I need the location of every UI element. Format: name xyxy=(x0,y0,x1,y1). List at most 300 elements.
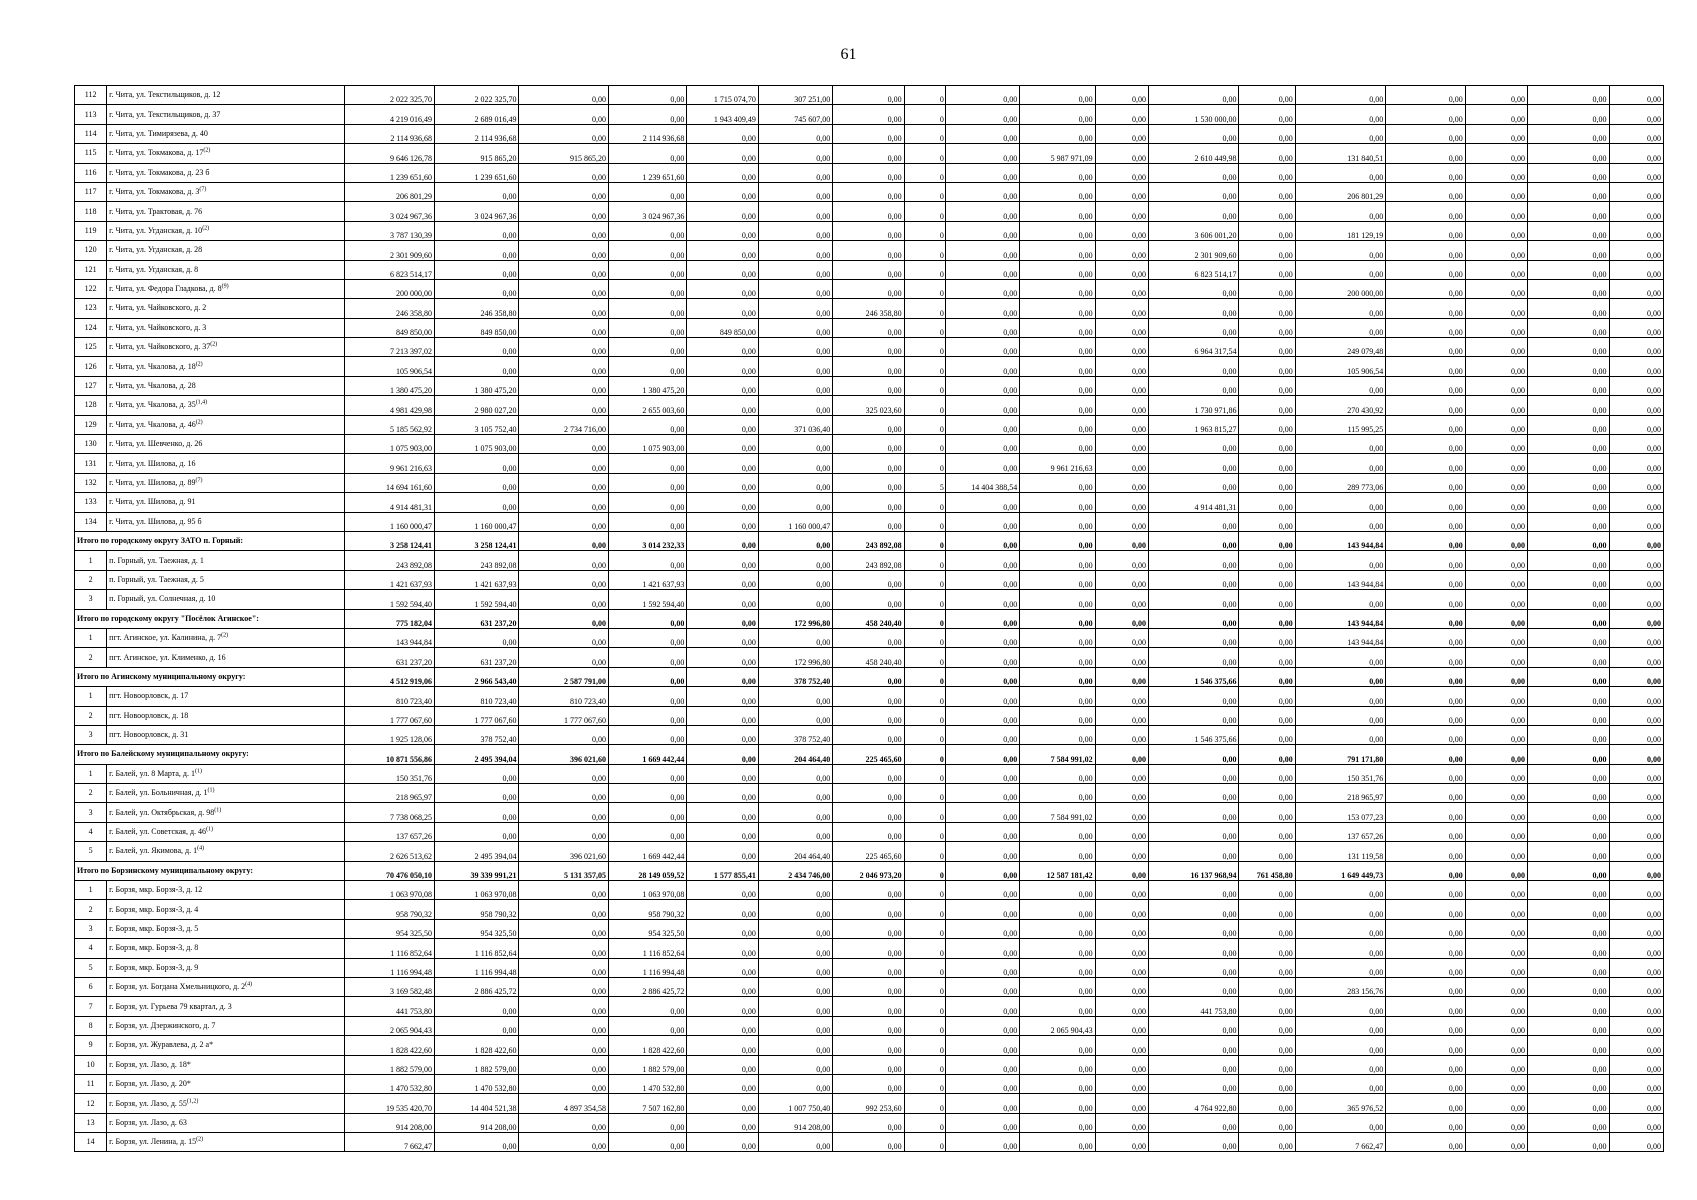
amount-cell: 3 258 124,41 xyxy=(435,531,519,550)
amount-cell: 0,00 xyxy=(687,493,758,512)
amount-cell: 0,00 xyxy=(833,919,904,938)
amount-cell: 0 xyxy=(904,241,945,260)
amount-cell: 0,00 xyxy=(833,1074,904,1093)
amount-cell: 0,00 xyxy=(1528,435,1609,454)
amount-cell: 0,00 xyxy=(1528,182,1609,201)
amount-cell: 0,00 xyxy=(833,454,904,473)
amount-cell: 0,00 xyxy=(1020,124,1095,143)
amount-cell: 0,00 xyxy=(1095,609,1148,628)
amount-cell: 0 xyxy=(904,939,945,958)
address-cell xyxy=(107,279,344,298)
amount-cell: 0,00 xyxy=(1095,784,1148,803)
page-number: 61 xyxy=(840,46,857,63)
amount-cell: 0,00 xyxy=(608,318,686,337)
amount-cell: 0,00 xyxy=(1528,454,1609,473)
address-text: г. Борзя, мкр. Борзя-3, д. 5 xyxy=(109,923,199,933)
amount-cell: 0,00 xyxy=(435,279,519,298)
footnote-marker: (1) xyxy=(207,787,215,794)
address-text: г. Борзя, ул. Ленина, д. 15 xyxy=(109,1137,197,1147)
footnote-marker: (4) xyxy=(197,845,205,852)
row-number: 13 xyxy=(75,1113,107,1132)
amount-cell: 4 914 481,31 xyxy=(1148,493,1239,512)
amount-cell: 0,00 xyxy=(1095,842,1148,861)
amount-cell: 0,00 xyxy=(1609,357,1664,376)
amount-cell: 0,00 xyxy=(1148,939,1239,958)
row-number: 3 xyxy=(75,725,107,744)
table-row xyxy=(75,105,1664,124)
amount-cell: 0,00 xyxy=(519,182,609,201)
amount-cell: 0,00 xyxy=(1609,648,1664,667)
amount-cell: 0,00 xyxy=(833,415,904,434)
amount-cell: 0 xyxy=(904,1036,945,1055)
row-number: 2 xyxy=(75,706,107,725)
table-row xyxy=(75,687,1664,706)
amount-cell: 1 777 067,60 xyxy=(435,706,519,725)
amount-cell: 0,00 xyxy=(1465,842,1527,861)
amount-cell: 0,00 xyxy=(833,493,904,512)
amount-cell: 0,00 xyxy=(1295,163,1386,182)
amount-cell: 0,00 xyxy=(687,822,758,841)
amount-cell: 0,00 xyxy=(519,725,609,744)
footnote-marker: (4) xyxy=(245,981,253,988)
address-cell xyxy=(107,357,344,376)
amount-cell: 0,00 xyxy=(1386,1074,1465,1093)
amount-cell: 0,00 xyxy=(1465,415,1527,434)
amount-cell: 0,00 xyxy=(687,551,758,570)
amount-cell: 1 530 000,00 xyxy=(1148,105,1239,124)
row-number: 3 xyxy=(75,919,107,938)
amount-cell: 0,00 xyxy=(1465,977,1527,996)
table-row xyxy=(75,551,1664,570)
address-cell xyxy=(107,919,344,938)
amount-cell: 0,00 xyxy=(1095,1133,1148,1152)
amount-cell: 0,00 xyxy=(1295,706,1386,725)
amount-cell: 0,00 xyxy=(687,299,758,318)
address-text: г. Борзя, ул. Журавлева, д. 2 а* xyxy=(109,1040,214,1050)
amount-cell: 0,00 xyxy=(1020,493,1095,512)
amount-cell: 0 xyxy=(904,1055,945,1074)
table-row xyxy=(75,202,1664,221)
amount-cell: 0,00 xyxy=(608,86,686,105)
amount-cell: 2 734 716,00 xyxy=(519,415,609,434)
amount-cell: 0,00 xyxy=(1386,357,1465,376)
amount-cell: 0,00 xyxy=(833,144,904,163)
amount-cell: 441 753,80 xyxy=(344,997,435,1016)
amount-cell: 0 xyxy=(904,260,945,279)
amount-cell: 0,00 xyxy=(1239,124,1295,143)
amount-cell: 0,00 xyxy=(1295,202,1386,221)
amount-cell: 0 xyxy=(904,435,945,454)
amount-cell: 0,00 xyxy=(1609,202,1664,221)
footnote-marker: (1) xyxy=(195,768,203,775)
amount-cell: 0,00 xyxy=(1095,376,1148,395)
table-row xyxy=(75,279,1664,298)
amount-cell: 0,00 xyxy=(1295,105,1386,124)
amount-cell: 0,00 xyxy=(1295,919,1386,938)
amount-cell: 0,00 xyxy=(833,725,904,744)
amount-cell: 0,00 xyxy=(945,531,1019,550)
row-number: 2 xyxy=(75,570,107,589)
amount-cell: 0,00 xyxy=(1609,260,1664,279)
amount-cell: 172 996,80 xyxy=(758,609,832,628)
amount-cell: 0,00 xyxy=(519,338,609,357)
amount-cell: 849 850,00 xyxy=(344,318,435,337)
amount-cell: 3 024 967,36 xyxy=(608,202,686,221)
amount-cell: 0,00 xyxy=(758,590,832,609)
amount-cell: 0,00 xyxy=(1386,454,1465,473)
amount-cell: 0,00 xyxy=(1609,570,1664,589)
amount-cell: 246 358,80 xyxy=(833,299,904,318)
amount-cell: 0,00 xyxy=(945,687,1019,706)
amount-cell: 0,00 xyxy=(608,512,686,531)
amount-cell: 0,00 xyxy=(1020,997,1095,1016)
table-row xyxy=(75,163,1664,182)
amount-cell: 0,00 xyxy=(1465,667,1527,686)
amount-cell: 0,00 xyxy=(758,1036,832,1055)
amount-cell: 0,00 xyxy=(1465,745,1527,764)
amount-cell: 0,00 xyxy=(945,958,1019,977)
amount-cell: 0,00 xyxy=(1609,1016,1664,1035)
amount-cell: 0,00 xyxy=(687,415,758,434)
amount-cell: 0,00 xyxy=(1609,842,1664,861)
amount-cell: 0,00 xyxy=(1465,512,1527,531)
address-text: г. Чита, ул. Шилова, д. 95 б xyxy=(109,516,202,526)
row-number: 130 xyxy=(75,435,107,454)
amount-cell: 0,00 xyxy=(1239,590,1295,609)
amount-cell: 0,00 xyxy=(519,86,609,105)
amount-cell: 0,00 xyxy=(1148,570,1239,589)
row-number: 129 xyxy=(75,415,107,434)
amount-cell: 0,00 xyxy=(1020,531,1095,550)
table-row xyxy=(75,435,1664,454)
amount-cell: 0 xyxy=(904,1074,945,1093)
amount-cell: 0,00 xyxy=(1528,725,1609,744)
amount-cell: 0,00 xyxy=(1386,667,1465,686)
amount-cell: 0,00 xyxy=(1295,512,1386,531)
amount-cell: 150 351,76 xyxy=(344,764,435,783)
amount-cell: 0,00 xyxy=(1295,241,1386,260)
amount-cell: 0,00 xyxy=(1528,376,1609,395)
amount-cell: 0,00 xyxy=(1609,163,1664,182)
table-row xyxy=(75,784,1664,803)
address-cell xyxy=(107,105,344,124)
amount-cell: 0 xyxy=(904,1094,945,1113)
amount-cell: 0,00 xyxy=(1239,958,1295,977)
address-text: пгт. Новоорловск, д. 18 xyxy=(109,710,189,720)
amount-cell: 0,00 xyxy=(758,318,832,337)
amount-cell: 0,00 xyxy=(945,997,1019,1016)
amount-cell: 0,00 xyxy=(833,900,904,919)
amount-cell: 631 237,20 xyxy=(344,648,435,667)
amount-cell: 0,00 xyxy=(1609,86,1664,105)
amount-cell: 0,00 xyxy=(1239,396,1295,415)
amount-cell: 954 325,50 xyxy=(344,919,435,938)
amount-cell: 0,00 xyxy=(1148,687,1239,706)
row-number: 6 xyxy=(75,977,107,996)
amount-cell: 0,00 xyxy=(945,241,1019,260)
amount-cell: 0,00 xyxy=(1386,958,1465,977)
amount-cell: 3 024 967,36 xyxy=(344,202,435,221)
amount-cell: 0,00 xyxy=(758,1016,832,1035)
amount-cell: 0 xyxy=(904,415,945,434)
amount-cell: 0,00 xyxy=(945,803,1019,822)
amount-cell: 0,00 xyxy=(1609,822,1664,841)
amount-cell: 0 xyxy=(904,202,945,221)
amount-cell: 206 801,29 xyxy=(1295,182,1386,201)
amount-cell: 0,00 xyxy=(1609,590,1664,609)
amount-cell: 0,00 xyxy=(1148,551,1239,570)
amount-cell: 1 470 532,80 xyxy=(344,1074,435,1093)
amount-cell: 0,00 xyxy=(1148,1074,1239,1093)
amount-cell: 246 358,80 xyxy=(435,299,519,318)
amount-cell: 0,00 xyxy=(519,609,609,628)
amount-cell: 1 380 475,20 xyxy=(344,376,435,395)
amount-cell: 0,00 xyxy=(1148,919,1239,938)
amount-cell: 0,00 xyxy=(519,163,609,182)
amount-cell: 0,00 xyxy=(687,764,758,783)
amount-cell: 0,00 xyxy=(687,590,758,609)
amount-cell: 0,00 xyxy=(1095,279,1148,298)
amount-cell: 0,00 xyxy=(608,551,686,570)
amount-cell: 0,00 xyxy=(519,221,609,240)
address-text: г. Борзя, ул. Дзержинского, д. 7 xyxy=(109,1020,216,1030)
amount-cell: 0,00 xyxy=(1609,1133,1664,1152)
amount-cell: 0,00 xyxy=(758,396,832,415)
address-cell xyxy=(107,1094,344,1113)
amount-cell: 0,00 xyxy=(758,997,832,1016)
amount-cell: 378 752,40 xyxy=(435,725,519,744)
amount-cell: 0,00 xyxy=(1386,997,1465,1016)
amount-cell: 0,00 xyxy=(1465,318,1527,337)
amount-cell: 0,00 xyxy=(608,725,686,744)
amount-cell: 1 160 000,47 xyxy=(435,512,519,531)
row-number: 133 xyxy=(75,493,107,512)
table-row xyxy=(75,1113,1664,1132)
amount-cell: 0,00 xyxy=(1095,881,1148,900)
amount-cell: 0,00 xyxy=(1148,958,1239,977)
address-cell xyxy=(107,706,344,725)
address-text: г. Борзя, мкр. Борзя-3, д. 12 xyxy=(109,885,203,895)
amount-cell: 0,00 xyxy=(519,648,609,667)
amount-cell: 0,00 xyxy=(833,1036,904,1055)
address-text: г. Чита, ул. Текстильщиков, д. 37 xyxy=(109,109,221,119)
address-cell xyxy=(107,570,344,589)
amount-cell: 0,00 xyxy=(687,570,758,589)
amount-cell: 1 063 970,08 xyxy=(344,881,435,900)
address-cell xyxy=(107,435,344,454)
amount-cell: 0,00 xyxy=(833,473,904,492)
amount-cell: 0,00 xyxy=(1465,997,1527,1016)
address-cell xyxy=(107,454,344,473)
row-number: 1 xyxy=(75,764,107,783)
table-row xyxy=(75,1094,1664,1113)
amount-cell: 1 075 903,00 xyxy=(435,435,519,454)
amount-cell: 14 404 521,38 xyxy=(435,1094,519,1113)
amount-cell: 1 777 067,60 xyxy=(519,706,609,725)
amount-cell: 0,00 xyxy=(1386,881,1465,900)
amount-cell: 2 886 425,72 xyxy=(608,977,686,996)
amount-cell: 0,00 xyxy=(1095,241,1148,260)
table-row xyxy=(75,318,1664,337)
amount-cell: 0 xyxy=(904,977,945,996)
amount-cell: 0,00 xyxy=(758,551,832,570)
address-text: пгт. Агинское, ул. Клименко, д. 16 xyxy=(109,652,226,662)
amount-cell: 225 465,60 xyxy=(833,745,904,764)
amount-cell: 0,00 xyxy=(1295,299,1386,318)
table-row xyxy=(75,357,1664,376)
row-number: 124 xyxy=(75,318,107,337)
amount-cell: 0,00 xyxy=(1465,493,1527,512)
amount-cell: 0,00 xyxy=(758,435,832,454)
amount-cell: 0 xyxy=(904,764,945,783)
amount-cell: 378 752,40 xyxy=(758,725,832,744)
amount-cell: 0,00 xyxy=(1465,1094,1527,1113)
row-number: 5 xyxy=(75,842,107,861)
amount-cell: 0,00 xyxy=(1465,628,1527,647)
amount-cell: 2 434 746,00 xyxy=(758,861,832,880)
amount-cell: 0,00 xyxy=(945,609,1019,628)
address-cell xyxy=(107,939,344,958)
address-text: г. Балей, ул. 8 Марта, д. 1 xyxy=(109,768,196,778)
table-row xyxy=(75,1055,1664,1074)
amount-cell: 0,00 xyxy=(1095,299,1148,318)
address-cell xyxy=(107,628,344,647)
amount-cell: 0,00 xyxy=(1020,958,1095,977)
amount-cell: 0 xyxy=(904,163,945,182)
amount-cell: 0,00 xyxy=(1020,648,1095,667)
amount-cell: 0,00 xyxy=(1095,221,1148,240)
amount-cell: 0,00 xyxy=(945,435,1019,454)
amount-cell: 0,00 xyxy=(1609,512,1664,531)
amount-cell: 270 430,92 xyxy=(1295,396,1386,415)
amount-cell: 992 253,60 xyxy=(833,1094,904,1113)
amount-cell: 0,00 xyxy=(1239,842,1295,861)
amount-cell: 1 239 651,60 xyxy=(435,163,519,182)
amount-cell: 0 xyxy=(904,997,945,1016)
amount-cell: 4 981 429,98 xyxy=(344,396,435,415)
amount-cell: 0,00 xyxy=(945,919,1019,938)
amount-cell: 0,00 xyxy=(687,124,758,143)
amount-cell: 2 065 904,43 xyxy=(1020,1016,1095,1035)
amount-cell: 0,00 xyxy=(519,202,609,221)
amount-cell: 0,00 xyxy=(519,803,609,822)
amount-cell: 7 507 162,80 xyxy=(608,1094,686,1113)
table-row xyxy=(75,628,1664,647)
amount-cell: 0,00 xyxy=(1095,454,1148,473)
amount-cell: 0,00 xyxy=(1528,609,1609,628)
amount-cell: 0,00 xyxy=(1528,396,1609,415)
row-number: 122 xyxy=(75,279,107,298)
amount-cell: 0,00 xyxy=(1095,861,1148,880)
amount-cell: 0,00 xyxy=(1386,473,1465,492)
amount-cell: 0,00 xyxy=(758,1133,832,1152)
amount-cell: 0,00 xyxy=(1095,667,1148,686)
amount-cell: 0 xyxy=(904,745,945,764)
amount-cell: 0,00 xyxy=(1295,667,1386,686)
amount-cell: 0,00 xyxy=(1239,105,1295,124)
amount-cell: 204 464,40 xyxy=(758,745,832,764)
amount-cell: 0,00 xyxy=(1465,609,1527,628)
amount-cell: 0,00 xyxy=(833,997,904,1016)
amount-cell: 246 358,80 xyxy=(344,299,435,318)
amount-cell: 0,00 xyxy=(1020,939,1095,958)
amount-cell: 0,00 xyxy=(519,977,609,996)
amount-cell: 0,00 xyxy=(1295,454,1386,473)
amount-cell: 0,00 xyxy=(519,919,609,938)
amount-cell: 0 xyxy=(904,279,945,298)
amount-cell: 1 380 475,20 xyxy=(435,376,519,395)
amount-cell: 0,00 xyxy=(1386,784,1465,803)
row-number: 126 xyxy=(75,357,107,376)
amount-cell: 0 xyxy=(904,299,945,318)
row-number: 134 xyxy=(75,512,107,531)
amount-cell: 914 208,00 xyxy=(758,1113,832,1132)
amount-cell: 0,00 xyxy=(1465,454,1527,473)
amount-cell: 954 325,50 xyxy=(608,919,686,938)
amount-cell: 0 xyxy=(904,531,945,550)
amount-cell: 0,00 xyxy=(1465,1133,1527,1152)
amount-cell: 0,00 xyxy=(1295,881,1386,900)
amount-cell: 0,00 xyxy=(608,105,686,124)
amount-cell: 0 xyxy=(904,842,945,861)
amount-cell: 0,00 xyxy=(519,279,609,298)
amount-cell: 1 592 594,40 xyxy=(435,590,519,609)
amount-cell: 0,00 xyxy=(1020,900,1095,919)
amount-cell: 0,00 xyxy=(833,260,904,279)
amount-cell: 0,00 xyxy=(1386,338,1465,357)
address-text: п. Горный, ул. Таежная, д. 1 xyxy=(109,555,204,565)
amount-cell: 0,00 xyxy=(608,415,686,434)
register-table xyxy=(74,85,1664,1152)
amount-cell: 0,00 xyxy=(1609,279,1664,298)
amount-cell: 150 351,76 xyxy=(1295,764,1386,783)
amount-cell: 0,00 xyxy=(1465,687,1527,706)
amount-cell: 0,00 xyxy=(1528,124,1609,143)
amount-cell: 0,00 xyxy=(1095,318,1148,337)
amount-cell: 0,00 xyxy=(1295,124,1386,143)
table-row xyxy=(75,260,1664,279)
amount-cell: 1 116 994,48 xyxy=(344,958,435,977)
amount-cell: 2 610 449,98 xyxy=(1148,144,1239,163)
amount-cell: 1 592 594,40 xyxy=(608,590,686,609)
amount-cell: 0,00 xyxy=(1528,415,1609,434)
address-cell xyxy=(107,842,344,861)
amount-cell: 0,00 xyxy=(758,376,832,395)
amount-cell: 0,00 xyxy=(519,551,609,570)
footnote-marker: (7) xyxy=(199,186,207,193)
amount-cell: 0,00 xyxy=(1148,803,1239,822)
amount-cell: 0,00 xyxy=(1095,493,1148,512)
amount-cell: 0,00 xyxy=(1095,357,1148,376)
amount-cell: 143 944,84 xyxy=(1295,609,1386,628)
address-text: г. Чита, ул. Угданская, д. 8 xyxy=(109,264,199,274)
subtotal-row xyxy=(75,531,1664,550)
table-body xyxy=(75,86,1664,1152)
amount-cell: 0,00 xyxy=(1095,764,1148,783)
amount-cell: 0,00 xyxy=(1239,997,1295,1016)
amount-cell: 0,00 xyxy=(1020,512,1095,531)
amount-cell: 0,00 xyxy=(1095,1016,1148,1035)
amount-cell: 0,00 xyxy=(1020,784,1095,803)
address-cell xyxy=(107,764,344,783)
address-cell xyxy=(107,1055,344,1074)
amount-cell: 0,00 xyxy=(1609,318,1664,337)
address-cell xyxy=(107,822,344,841)
amount-cell: 0,00 xyxy=(1528,241,1609,260)
address-cell xyxy=(107,648,344,667)
footnote-marker: (2) xyxy=(203,147,211,154)
address-text: г. Чита, ул. Чайковского, д. 2 xyxy=(109,303,207,313)
